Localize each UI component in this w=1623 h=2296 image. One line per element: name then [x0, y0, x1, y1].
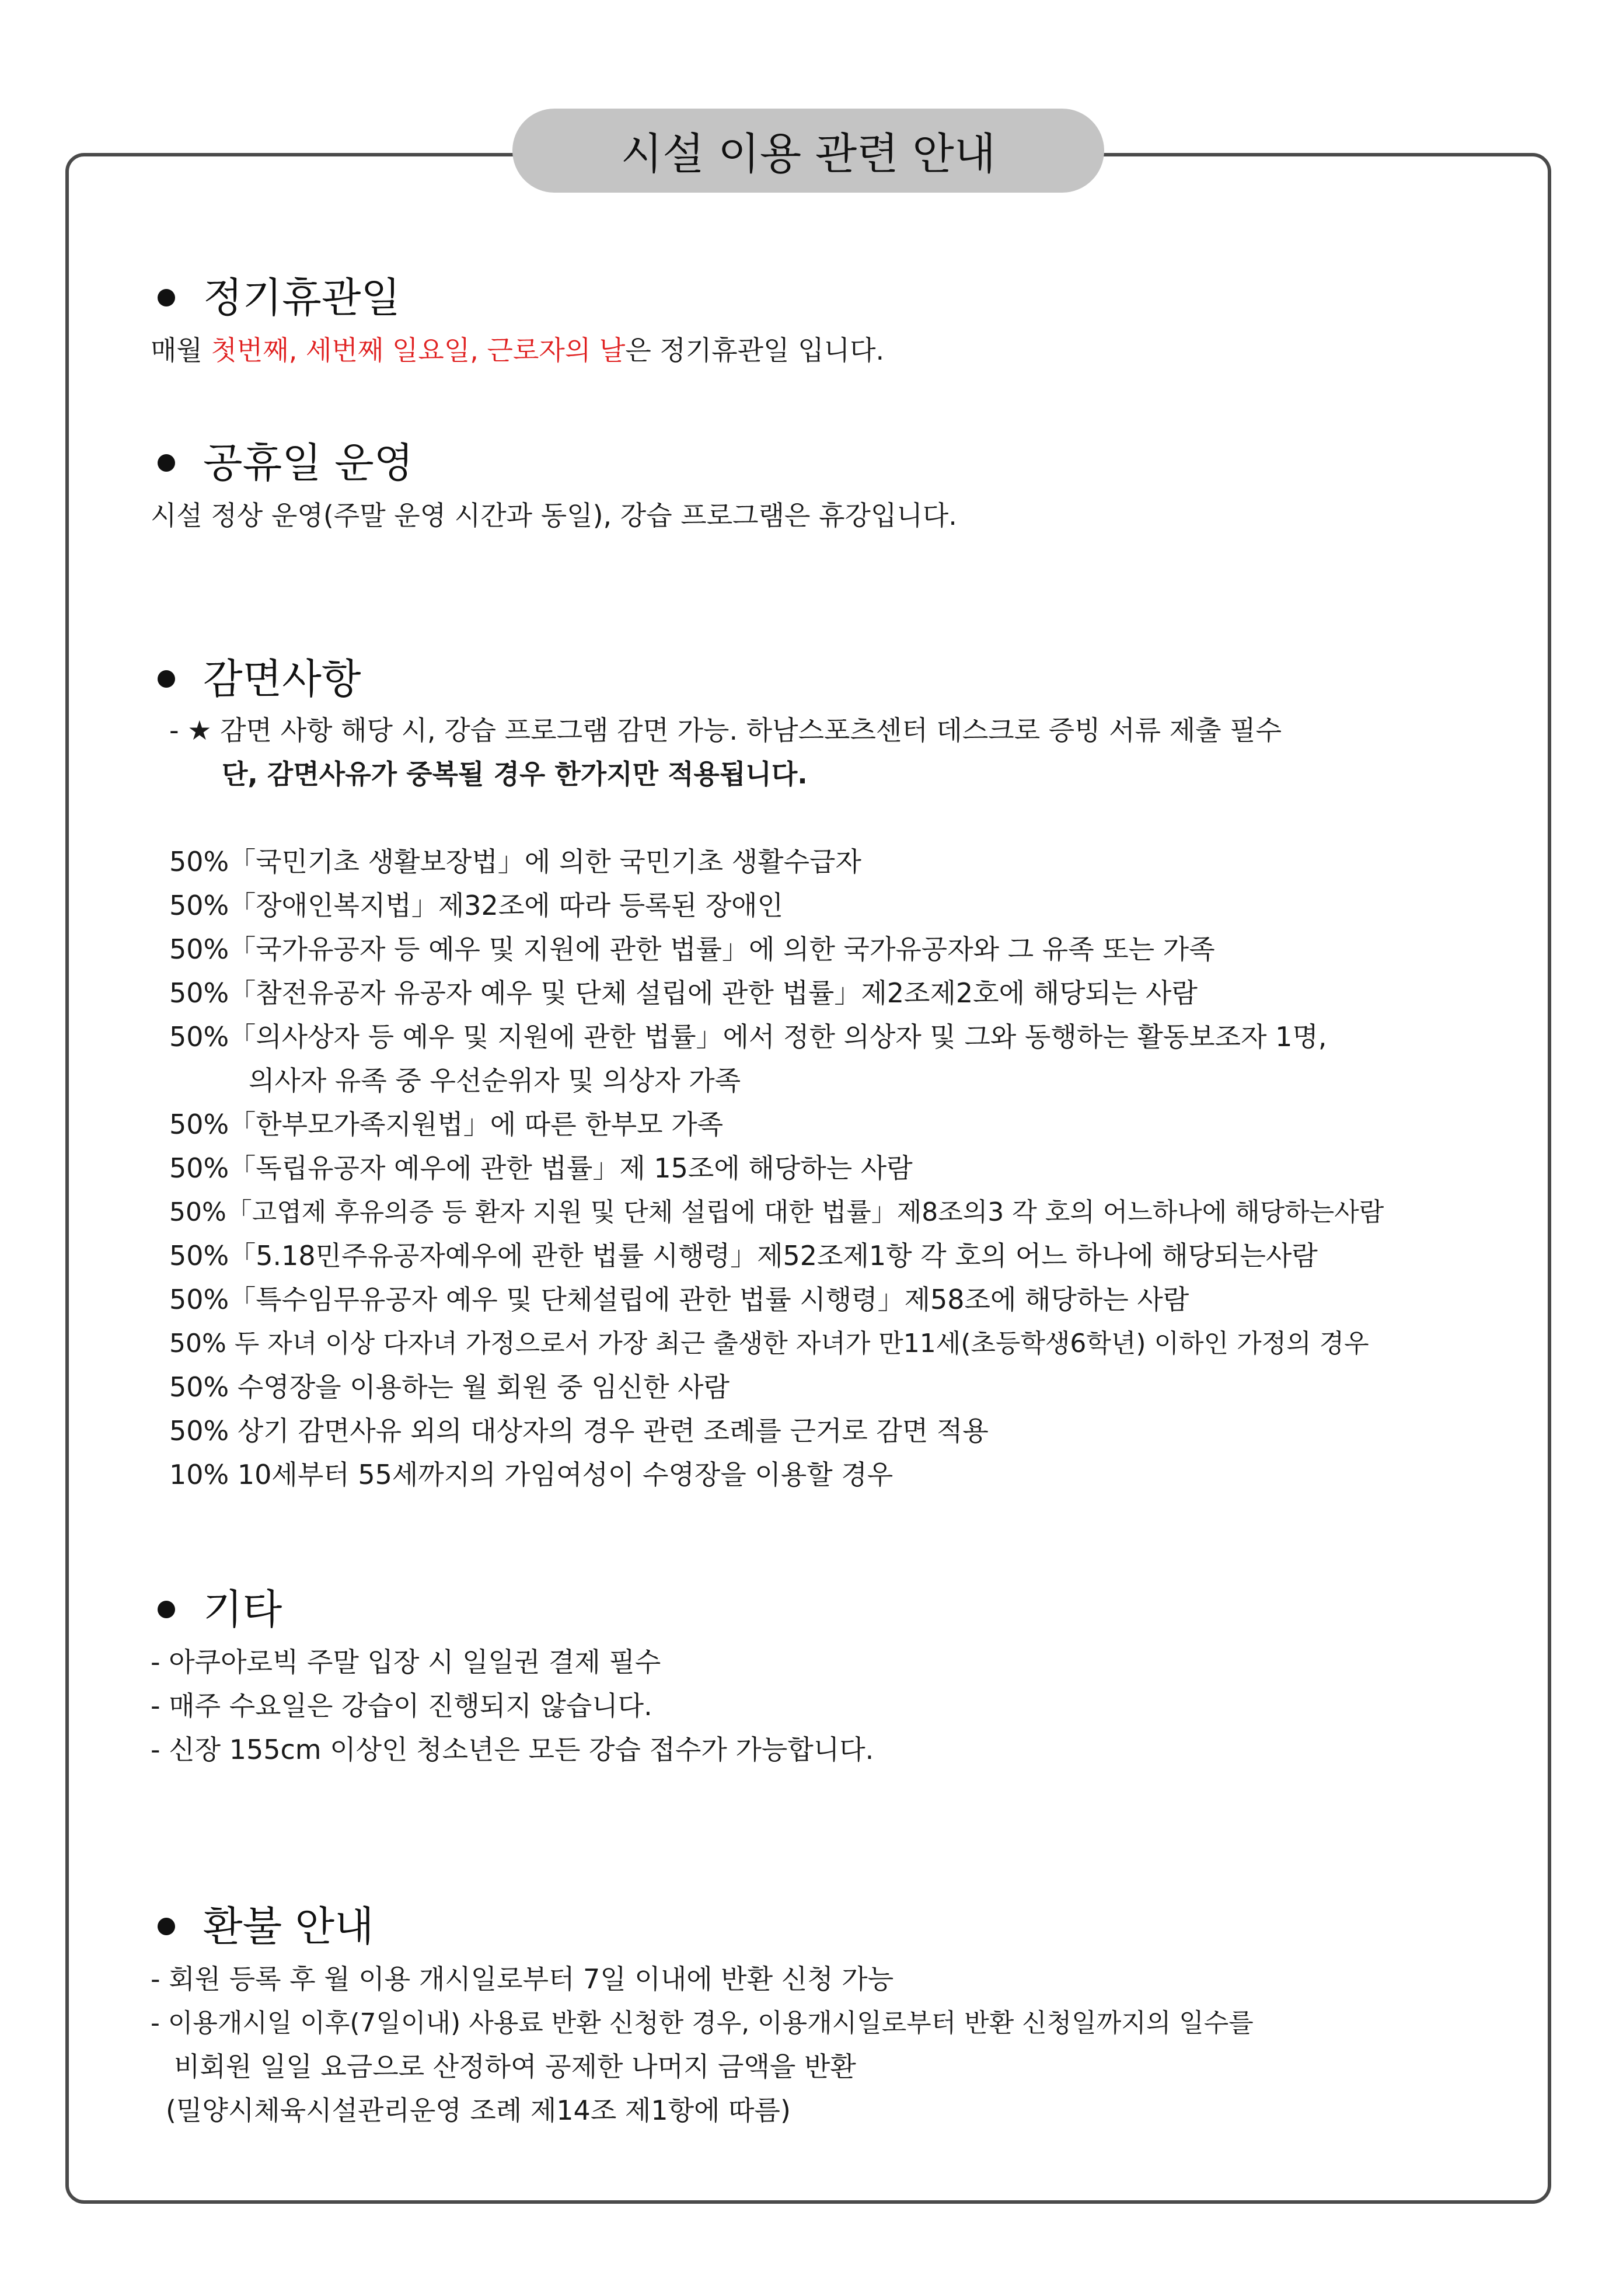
etc-line: - 아쿠아로빅 주말 입장 시 일일권 결제 필수 — [151, 1646, 661, 1678]
discount-item: 50%「독립유공자 예우에 관한 법률」제 15조에 해당하는 사람 — [169, 1152, 913, 1184]
section-discount — [151, 653, 1551, 1497]
discount-item: 50%「한부모가족지원법」에 따른 한부모 가족 — [169, 1109, 724, 1140]
refund-line-continued: 비회원 일일 요금으로 산정하여 공제한 나머지 금액을 반환 — [174, 2051, 856, 2082]
heading-label: 환불 안내 — [203, 1903, 374, 1950]
section-heading — [151, 653, 1551, 705]
discount-item: 50%「참전유공자 유공자 예우 및 단체 설립에 관한 법률」제2조제2호에 해당되는 사람 — [169, 977, 1198, 1009]
refund-line: - 회원 등록 후 월 이용 개시일로부터 7일 이내에 반환 신청 가능 — [151, 1963, 894, 1995]
etc-line: - 매주 수요일은 강습이 진행되지 않습니다. — [151, 1690, 652, 1722]
section-etc — [151, 1583, 1551, 1772]
discount-item: 10% 10세부터 55세까지의 가임여성이 수영장을 이용할 경우 — [169, 1459, 893, 1490]
section-heading — [151, 437, 1551, 489]
discount-item: 50% 상기 감면사유 외의 대상자의 경우 관련 조례를 근거로 감면 적용 — [169, 1415, 989, 1447]
bullet-icon — [158, 289, 175, 306]
etc-line: - 신장 155cm 이상인 청소년은 모든 강습 접수가 가능합니다. — [151, 1734, 874, 1765]
heading-label: 기타 — [203, 1586, 282, 1633]
text-part: 매월 — [151, 335, 211, 366]
page-title: 시설 이용 관련 안내 — [512, 109, 1104, 193]
text-part: 은 정기휴관일 입니다. — [625, 335, 885, 366]
closed-days-text — [151, 329, 1551, 372]
refund-line: - 이용개시일 이후(7일이내) 사용료 반환 신청한 경우, 이용개시일로부터 반환 신청일까지의 일수를 — [151, 2008, 1254, 2038]
discount-item-continued: 의사자 유족 중 우선순위자 및 의상자 가족 — [249, 1065, 741, 1096]
discount-note-bold: 단, 감면사유가 중복될 경우 한가지만 적용됩니다. — [222, 758, 808, 790]
bullet-icon — [158, 454, 175, 472]
bullet-icon — [158, 1918, 175, 1935]
heading-label: 공휴일 운영 — [203, 439, 414, 487]
highlighted-days: 첫번째, 세번째 일요일, 근로자의 날 — [211, 335, 626, 366]
discount-note: - ★ 감면 사항 해당 시, 강습 프로그램 감면 가능. 하남스포츠센터 데스크로 증빙 서류 제출 필수 — [169, 715, 1282, 746]
refund-legal-note: (밀양시체육시설관리운영 조례 제14조 제1항에 따름) — [166, 2095, 791, 2126]
discount-item: 50%「국가유공자 등 예우 및 지원에 관한 법률」에 의한 국가유공자와 그 유족 또는 가족 — [169, 933, 1215, 965]
discount-item: 50%「국민기초 생활보장법」에 의한 국민기초 생활수급자 — [169, 846, 861, 877]
discount-item: 50%「고엽제 후유의증 등 환자 지원 및 단체 설립에 대한 법률」제8조의3 각 호의 어느하나에 해당하는사람 — [169, 1197, 1384, 1227]
bullet-icon — [158, 670, 175, 688]
heading-label: 감면사항 — [203, 655, 361, 703]
section-holiday — [151, 437, 1551, 538]
heading-label: 정기휴관일 — [203, 274, 401, 322]
holiday-text: 시설 정상 운영(주말 운영 시간과 동일), 강습 프로그램은 휴강입니다. — [151, 500, 957, 531]
discount-item: 50% 수영장을 이용하는 월 회원 중 임신한 사람 — [169, 1371, 730, 1403]
bullet-icon — [158, 1601, 175, 1618]
section-closed-days — [151, 271, 1551, 372]
discount-item: 50% 두 자녀 이상 다자녀 가정으로서 가장 최근 출생한 자녀가 만11세(초등학생6학년) 이하인 가정의 경우 — [169, 1329, 1369, 1358]
discount-item: 50%「5.18민주유공자예우에 관한 법률 시행령」제52조제1항 각 호의 어느 하나에 해당되는사람 — [169, 1240, 1318, 1271]
discount-item: 50%「의사상자 등 예우 및 지원에 관한 법률」에서 정한 의상자 및 그와 동행하는 활동보조자 1명, — [169, 1021, 1327, 1053]
section-heading — [151, 271, 1551, 324]
discount-item: 50%「특수임무유공자 예우 및 단체설립에 관한 법률 시행령」제58조에 해당하는 사람 — [169, 1284, 1189, 1315]
discount-item: 50%「장애인복지법」제32조에 따라 등록된 장애인 — [169, 890, 784, 921]
section-heading — [151, 1900, 1551, 1953]
section-heading — [151, 1583, 1551, 1636]
section-refund — [151, 1900, 1551, 2133]
